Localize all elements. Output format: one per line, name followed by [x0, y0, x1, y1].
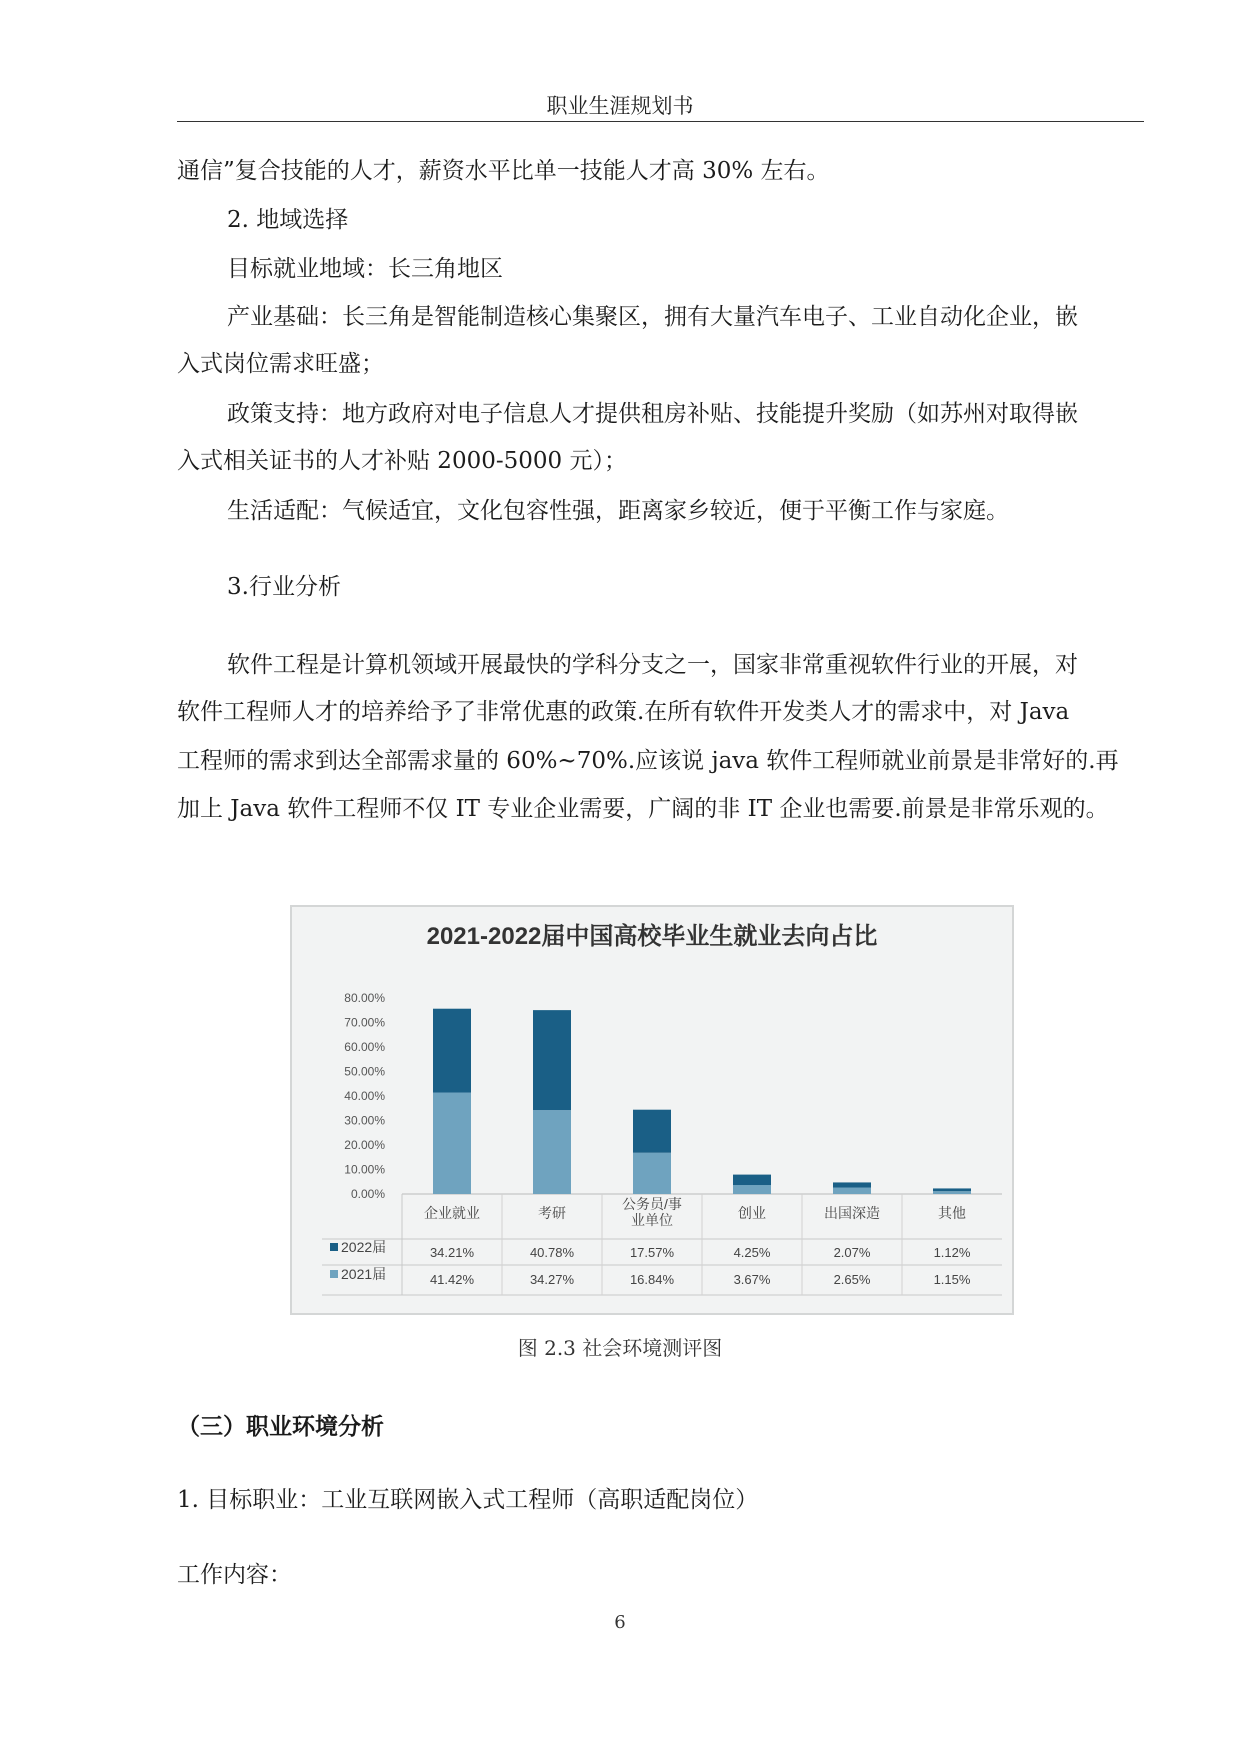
- bar-2021-5: [933, 1191, 971, 1194]
- y-tick-label: 20.00%: [344, 1138, 385, 1152]
- table-value-2021: 3.67%: [733, 1272, 771, 1287]
- x-category-label: 其他: [938, 1205, 966, 1221]
- y-tick-label: 80.00%: [344, 991, 385, 1005]
- bar-2022-5: [933, 1188, 971, 1191]
- table-value-2021: 1.15%: [933, 1272, 971, 1287]
- legend-label: 2021届: [341, 1266, 387, 1282]
- y-tick-label: 10.00%: [344, 1162, 385, 1177]
- table-value-2022: 1.12%: [933, 1245, 971, 1260]
- bar-2022-1: [533, 1010, 571, 1110]
- y-tick-label: 30.00%: [344, 1113, 385, 1128]
- heading-industry-analysis: 3.行业分析: [227, 574, 341, 600]
- paragraph-industry-line4: 加上 Java 软件工程师不仅 IT 专业企业需要，广阔的非 IT 企业也需要.前景是非常乐观的。: [177, 796, 1109, 822]
- bar-2021-0: [433, 1093, 471, 1194]
- employment-chart: [290, 905, 1014, 1315]
- header-divider: [177, 121, 1144, 122]
- chart-title: 2021-2022届中国高校毕业生就业去向占比: [426, 923, 878, 950]
- bar-2022-0: [433, 1009, 471, 1093]
- x-category-label: 企业就业: [424, 1205, 480, 1221]
- paragraph-industry-line1: 软件工程是计算机领域开展最快的学科分支之一，国家非常重视软件行业的开展，对: [227, 652, 1078, 678]
- figure-caption: 图 2.3 社会环境测评图: [517, 1336, 723, 1360]
- paragraph-policy-line1: 政策支持：地方政府对电子信息人才提供租房补贴、技能提升奖励（如苏州对取得嵌: [227, 401, 1078, 427]
- bar-2022-3: [733, 1175, 771, 1185]
- bar-2022-2: [633, 1110, 671, 1153]
- page-number: 6: [614, 1612, 626, 1633]
- bar-2021-1: [533, 1110, 571, 1194]
- y-tick-label: 40.00%: [344, 1089, 385, 1103]
- paragraph-target-region: 目标就业地域：长三角地区: [227, 256, 503, 282]
- table-value-2021: 41.42%: [429, 1272, 475, 1287]
- x-category-label: 业单位: [631, 1212, 673, 1228]
- bar-2021-2: [633, 1153, 671, 1194]
- y-tick-label: 50.00%: [344, 1064, 385, 1079]
- list-item-target-career: 1. 目标职业：工业互联网嵌入式工程师（高职适配岗位）: [177, 1487, 759, 1513]
- y-tick-label: 60.00%: [344, 1040, 385, 1054]
- x-category-label: 出国深造: [824, 1205, 880, 1221]
- legend-swatch-2021届: [330, 1270, 338, 1278]
- table-value-2022: 40.78%: [529, 1245, 575, 1260]
- y-tick-label: 70.00%: [344, 1015, 385, 1030]
- table-value-2021: 34.27%: [529, 1272, 575, 1287]
- table-value-2022: 4.25%: [733, 1245, 771, 1260]
- legend-label: 2022届: [341, 1239, 387, 1255]
- section-heading-career-environment: （三）职业环境分析: [177, 1414, 384, 1440]
- bar-2022-4: [833, 1182, 871, 1187]
- table-value-2021: 2.65%: [833, 1272, 871, 1287]
- document-header-title: 职业生涯规划书: [546, 94, 694, 118]
- table-value-2021: 16.84%: [629, 1272, 675, 1287]
- bar-2021-4: [833, 1188, 871, 1194]
- paragraph-policy-line2: 入式相关证书的人才补贴 2000-5000 元）；: [177, 448, 627, 474]
- paragraph-skill-salary: 通信”复合技能的人才，薪资水平比单一技能人才高 30% 左右。: [177, 158, 830, 184]
- legend-swatch-2022届: [330, 1243, 338, 1251]
- table-value-2022: 17.57%: [629, 1245, 675, 1260]
- chart-canvas: [292, 907, 1012, 1313]
- y-tick-label: 0.00%: [350, 1187, 385, 1201]
- x-category-label: 公务员/事: [622, 1196, 682, 1212]
- table-value-2022: 34.21%: [429, 1245, 475, 1260]
- table-value-2022: 2.07%: [833, 1245, 871, 1260]
- x-category-label: 考研: [538, 1205, 566, 1221]
- heading-region-choice: 2. 地域选择: [227, 207, 349, 233]
- label-work-content: 工作内容：: [177, 1562, 292, 1588]
- paragraph-industry-line3: 工程师的需求到达全部需求量的 60%~70%.应该说 java 软件工程师就业前景是非常好的.再: [177, 748, 1119, 774]
- paragraph-life-fit: 生活适配：气候适宜，文化包容性强，距离家乡较近，便于平衡工作与家庭。: [227, 498, 1009, 524]
- bar-2021-3: [733, 1185, 771, 1194]
- x-category-label: 创业: [738, 1205, 766, 1221]
- paragraph-industry-base-line2: 入式岗位需求旺盛；: [177, 351, 384, 377]
- paragraph-industry-base-line1: 产业基础：长三角是智能制造核心集聚区，拥有大量汽车电子、工业自动化企业，嵌: [227, 304, 1078, 330]
- paragraph-industry-line2: 软件工程师人才的培养给予了非常优惠的政策.在所有软件开发类人才的需求中，对 Java: [177, 699, 1070, 725]
